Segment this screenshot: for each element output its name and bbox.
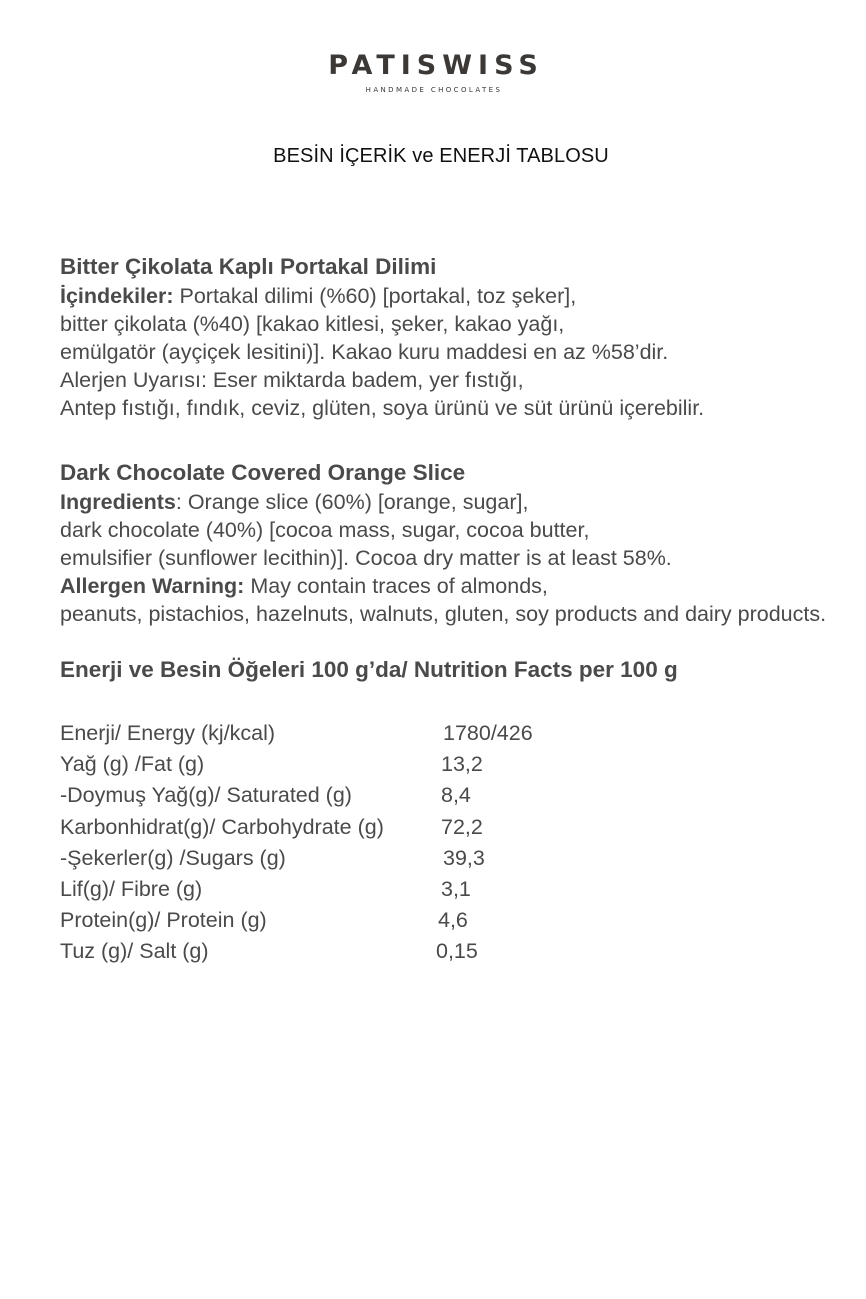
nutrition-label: Protein(g)/ Protein (g) — [60, 908, 267, 933]
nutrition-label: -Şekerler(g) /Sugars (g) — [60, 845, 286, 870]
turkish-ingredients-text-1: Portakal dilimi (%60) [portakal, toz şeker], — [173, 284, 577, 308]
nutrition-row-fibre — [60, 874, 660, 905]
document-title: BESİN İÇERİK ve ENERJİ TABLOSU — [273, 145, 609, 167]
nutrition-value: 0,15 — [436, 939, 478, 964]
turkish-section — [60, 252, 850, 422]
nutrition-value: 3,1 — [441, 876, 471, 901]
english-ingredients-line-1 — [60, 488, 850, 516]
nutrition-row-saturated — [60, 780, 660, 811]
nutrition-label: Karbonhidrat(g)/ Carbohydrate (g) — [60, 814, 384, 839]
brand-logo — [0, 50, 866, 95]
nutrition-label: Tuz (g)/ Salt (g) — [60, 939, 209, 964]
turkish-ingredients-line-3: emülgatör (ayçiçek lesitini)]. Kakao kuru maddesi en az %58’dir. — [60, 340, 669, 364]
turkish-allergen-line-1: Alerjen Uyarısı: Eser miktarda badem, yer fıstığı, — [60, 368, 524, 392]
english-allergen-text-1: May contain traces of almonds, — [244, 574, 548, 598]
nutrition-value: 13,2 — [441, 752, 483, 777]
turkish-ingredients-line-2: bitter çikolata (%40) [kakao kitlesi, şeker, kakao yağı, — [60, 312, 565, 336]
nutrition-value: 1780/426 — [443, 721, 533, 745]
nutrition-value: 4,6 — [438, 908, 468, 933]
nutrition-row-fat — [60, 749, 660, 780]
nutrition-table — [60, 718, 660, 968]
turkish-ingredients-line-1 — [60, 282, 850, 310]
english-ingredients-line-3: emulsifier (sunflower lecithin)]. Cocoa dry matter is at least 58%. — [60, 546, 672, 570]
nutrition-row-salt — [60, 936, 660, 967]
nutrition-heading: Enerji ve Besin Öğeleri 100 g’da/ Nutrition Facts per 100 g — [60, 657, 678, 682]
nutrition-row-sugars — [60, 843, 660, 874]
nutrition-row-protein — [60, 905, 660, 936]
nutrition-row-carbohydrate — [60, 812, 660, 843]
nutrition-label: -Doymuş Yağ(g)/ Saturated (g) — [60, 783, 352, 808]
nutrition-row-energy — [60, 718, 660, 749]
nutrition-value: 72,2 — [441, 814, 483, 839]
english-ingredients-text-1: : Orange slice (60%) [orange, sugar], — [175, 490, 529, 514]
nutrition-label: Enerji/ Energy (kj/kcal) — [60, 721, 276, 745]
english-allergen-label: Allergen Warning: — [60, 574, 245, 598]
english-ingredients-line-2: dark chocolate (40%) [cocoa mass, sugar, cocoa butter, — [60, 518, 590, 542]
brand-tagline: HANDMADE CHOCOLATES — [365, 86, 503, 94]
english-section — [60, 458, 850, 628]
nutrition-value: 8,4 — [441, 783, 471, 808]
english-product-name: Dark Chocolate Covered Orange Slice — [60, 460, 466, 485]
english-ingredients-label: Ingredients — [60, 490, 176, 514]
nutrition-label: Lif(g)/ Fibre (g) — [60, 876, 203, 901]
nutrition-value: 39,3 — [443, 845, 485, 870]
turkish-product-name: Bitter Çikolata Kaplı Portakal Dilimi — [60, 254, 437, 279]
turkish-allergen-line-2: Antep fıstığı, fındık, ceviz, glüten, soya ürünü ve süt ürünü içerebilir. — [60, 396, 705, 420]
english-allergen-line-1 — [60, 572, 850, 600]
nutrition-label: Yağ (g) /Fat (g) — [60, 752, 205, 777]
brand-name: PATISWISS — [328, 50, 544, 81]
english-allergen-line-2: peanuts, pistachios, hazelnuts, walnuts, gluten, soy products and dairy products. — [60, 602, 827, 626]
turkish-ingredients-label: İçindekiler: — [60, 284, 174, 308]
